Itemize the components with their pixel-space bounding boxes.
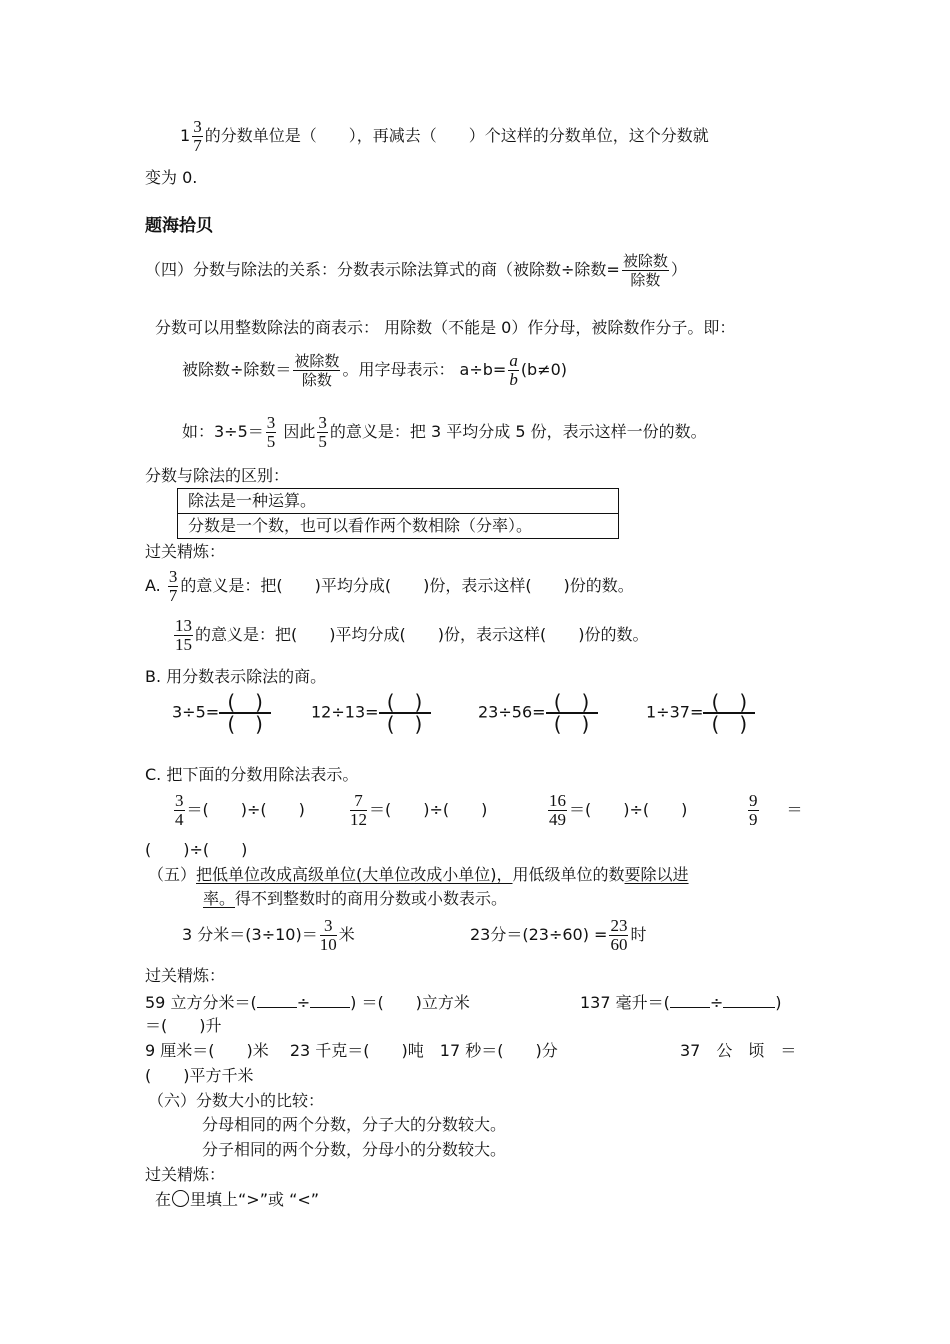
blank[interactable] [257,991,297,1008]
s5-q3: 9 厘米＝( )米 23 千克＝( )吨 17 秒＝( )分 [145,1041,558,1060]
unit-question [180,118,709,155]
b-item: 23÷56= ( ) ( ) [478,692,598,734]
b-item: 3÷5= ( ) ( ) [172,692,271,734]
s5-example-2: 23分＝(23÷60) = $\frac{23}{60}$ 时 [470,916,647,954]
s4-line2: 分数可以用整数除法的商表示： 用除数（不能是 0）作分母，被除数作分子。即： [155,318,736,337]
s5-q4: 37 公 顷 ＝ [680,1041,797,1060]
question-c-label: C. 把下面的分数用除法表示。 [145,765,359,784]
letter-fraction: $\frac{a}{b}$ [509,351,518,389]
s4-example: 如：3÷5＝ $\frac{3}{5}$ 因此 $\frac{3}{5}$ 的意义是：把 3 平均分成 5 份，表示这样一份的数。 [182,413,707,451]
fraction-9-9: $\frac{9}{9}$ [749,791,758,829]
circle-icon [172,1190,189,1207]
fraction-3-10: $\frac{3}{10}$ [319,916,337,954]
fraction-3-7: $\frac{3}{7}$ [168,567,178,605]
blank[interactable] [310,991,350,1008]
s6-title: （六）分数大小的比较： [148,1091,325,1110]
practice-label: 过关精炼： [145,542,226,561]
s5-title: （五）把低单位改成高级单位(大单位改成小单位)，用低级单位的数要除以进 [148,865,689,884]
c-item: $\frac{9}{9}$ ＝ [749,791,803,829]
b-item: 1÷37= ( ) ( ) [646,692,755,734]
c-item-cont: ( )÷( ) [145,840,248,859]
blank[interactable] [670,991,710,1008]
s5-q2: 137 毫升＝( ÷ ) [580,993,782,1012]
blank-fraction[interactable]: ( ) ( ) [219,692,271,734]
formula-fraction: 被除数 除数 [294,352,340,389]
b-item: 12÷13= ( ) ( ) [311,692,431,734]
dividend-divisor-fraction: 被除数 除数 [622,252,668,289]
practice-label: 过关精炼： [145,966,226,985]
question-a2: $\frac{13}{15}$ 的意义是：把( )平均分成( )份，表示这样( )份的数。 [175,616,649,654]
s4-formula: 被除数÷除数＝ 被除数 除数 。用字母表示： a÷b= $\frac{a}{b}$ (b≠0) [182,351,568,389]
c-item: $\frac{7}{12}$ ＝( )÷( ) [350,791,488,829]
fraction-3-7: $\frac{3}{7}$ [193,117,202,155]
c-item: $\frac{3}{4}$ ＝( )÷( ) [175,791,305,829]
difference-table [177,488,619,539]
fraction-3-4: $\frac{3}{4}$ [175,791,184,829]
fraction-3-5: $\frac{3}{5}$ [266,413,276,451]
fraction-16-49: $\frac{16}{49}$ [549,791,566,829]
s5-example-1: 3 分米＝(3÷10)＝ $\frac{3}{10}$ 米 [182,916,355,954]
s6-instruction: 在 里填上“>”或 “<” [155,1190,320,1209]
blank-fraction[interactable]: ( ) ( ) [379,692,431,734]
difference-row: 分数是一个数，也可以看作两个数相除（分率）。 [178,513,618,538]
difference-row: 除法是一种运算。 [188,491,317,510]
question-b-label: B. 用分数表示除法的商。 [145,667,327,686]
s6-rule-1: 分母相同的两个分数，分子大的分数较大。 [202,1115,507,1134]
mixed-whole: 1 [180,126,191,145]
s5-title-cont: 率。得不到整数时的商用分数或小数表示。 [203,889,508,908]
c-item: $\frac{16}{49}$ ＝( )÷( ) [549,791,688,829]
blank-fraction[interactable]: ( ) ( ) [546,692,598,734]
blank-fraction[interactable]: ( ) ( ) [703,692,755,734]
s5-q4-cont: ( )平方千米 [145,1066,254,1085]
question-a1: A. $\frac{3}{7}$ 的意义是：把( )平均分成( )份，表示这样( )份的数。 [145,567,634,605]
difference-label: 分数与除法的区别： [145,466,290,485]
fraction-3-5-b: $\frac{3}{5}$ [318,413,327,451]
fraction-13-15: $\frac{13}{15}$ [175,616,192,654]
s6-rule-2: 分子相同的两个分数，分母小的分数较大。 [202,1140,507,1159]
question-text-cont: 变为 0. [145,168,198,187]
blank[interactable] [723,991,775,1008]
section-heading: 题海拾贝 [145,216,213,236]
s4-title: （四）分数与除法的关系：分数表示除法算式的商（被除数÷除数= 被除数 除数 ） [145,252,687,289]
s5-q1: 59 立方分米＝( ÷ ) ＝( )立方米 [145,993,470,1012]
fraction-7-12: $\frac{7}{12}$ [350,791,367,829]
s5-q2-cont: ＝( )升 [145,1016,222,1035]
fraction-23-60: $\frac{23}{60}$ [610,916,628,954]
practice-label: 过关精炼： [145,1165,226,1184]
question-text: 的分数单位是（ ），再减去（ ）个这样的分数单位，这个分数就 [204,126,709,145]
